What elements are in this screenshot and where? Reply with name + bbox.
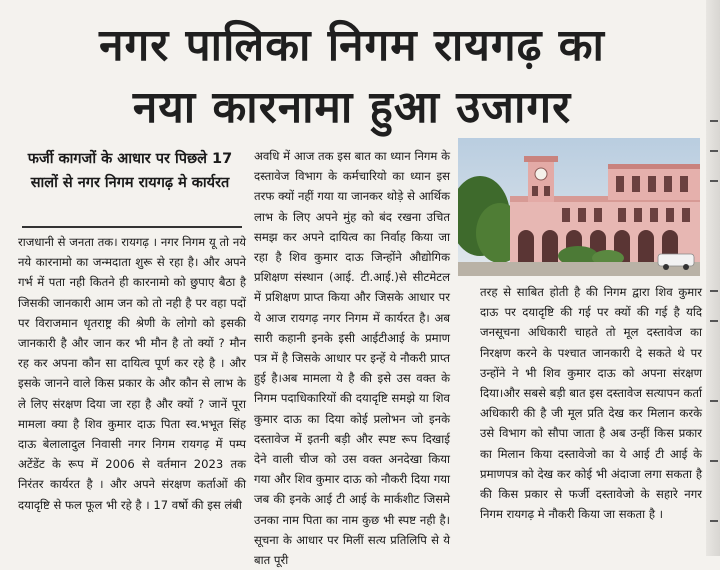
column-3-text: तरह से साबित होती है की निगम द्वारा शिव कुमार दाऊ पर दयादृष्टि की गई पर क्यों की गई है यदि जनसूचना अधिकारी चाहते तो मूल दस्तावेज का निरक्षण करने के पश्चात जानकारी दे सकते थे पर उन्होंने ने भी शिव कुमार दाऊ को अपना संरक्षण दिया।और सबसे बड़ी बात इस दस्तावेज सत्यापन कर्ता अधिकारी की है जी मूल प्रति देख कर मिलान करके उसे विभाग को सौपा जाता है अब उन्हीं किस प्रकार का मिलान किया दस्तावेजो का ये आई टी आई के प्रमाणपत्र को देख कर कोई भी अंदाजा लगा सकता है की किस प्रकार से फर्जी दस्तावेजो के सहारे नगर निगम रायगढ़ मे नौकरी किया जा सकता है । — [480, 285, 702, 522]
article-column-1 — [18, 232, 246, 515]
article-column-3 — [480, 282, 702, 524]
subheading-divider — [22, 226, 242, 228]
headline-line-2: नया कारनामा हुआ उजागर — [132, 82, 572, 133]
article-column-2 — [254, 146, 450, 570]
municipal-building-photo — [458, 138, 700, 276]
headline-line-1: नगर पालिका निगम रायगढ़ का — [99, 20, 605, 71]
column-2-text: अवधि में आज तक इस बात का ध्यान निगम के दस्तावेज विभाग के कर्मचारियो का ध्यान इस तरफ क्यों नहीं गया या जानकर थोड़े से आर्थिक लाभ के लिए अपने मुंह को बंद रखना उचित समझ कर अपने दायित्व का निर्वाह किया जा रहा है शिव कुमार दाऊ जिन्होंने औद्योगिक प्रशिक्षण संस्थान (आई. टी.आई.)से सीटमेटल में प्रशिक्षण प्राप्त किया और जिसके आधार पर ये आज रायगढ़ नगर निगम में कार्यरत है। अब सारी कहानी इनके इसी आईटीआई के प्रमाण पत्र में है जिसके आधार पर इन्हें ये नौकरी प्राप्त हुई है।अब मामला ये है की इसे उस वक्त के निगम पदाधिकारियों की दयादृष्टि समझे या शिव कुमार दाऊ का दिया कोई प्रलोभन जो इनके दस्तावेज में इतनी बड़ी और स्पष्ट रूप दिखाई देने वाली चीज को उस वक्त अनदेखा किया गया और शिव कुमार दाऊ को नौकरी दिया गया जब की इनके आई टी आई के मार्कशीट जिसमे उनका नाम पिता का नाम कुछ भी स्पष्ट नही है। सूचना के आधार पर मिलीं सत्य प्रतिलिपि से ये बात पूरी — [254, 149, 450, 568]
column-1-text: राजधानी से जनता तक। रायगढ़ । नगर निगम यू तो नये नये कारनामो का जन्मदाता शुरू से रहा है। और अपने गर्भ में पता नही कितने ही कारनामो को छुपाए बैठा है जिसकी जानकारी आम जन को तो नही है पर वहा पदों पर विराजमान धृतराष्ट्र की श्रेणी के लोगो को इसकी जानकारी है और जान कर भी मौन है तो क्यों ? मौन रह कर अपना कौन सा दायित्व पूर्ण कर रहे है । और इसके जानने वाले किस प्रकार के और कौन से लाभ के ले लिए संरक्षण दिया जा रहा है और क्यों ? जानें पूरा मामला क्या है शिव कुमार दाऊ पिता स्व.भभूत सिंह दाऊ बेलालादुल निवासी नगर निगम रायगढ़ में पम्प अटेंडेंट के रूप में 2006 से वर्तमान 2023 तक निरंतर कार्यरत है । और अपने संरक्षण कर्ताओं की दयादृष्टि से फल फूल भी रहे है । 17 वर्षो की इस लंबी — [18, 235, 246, 512]
subheading: फर्जी कागजों के आधार पर पिछले 17 सालों से नगर निगम रायगढ़ मे कार्यरत — [27, 151, 233, 191]
adjacent-page-edge — [706, 0, 720, 556]
